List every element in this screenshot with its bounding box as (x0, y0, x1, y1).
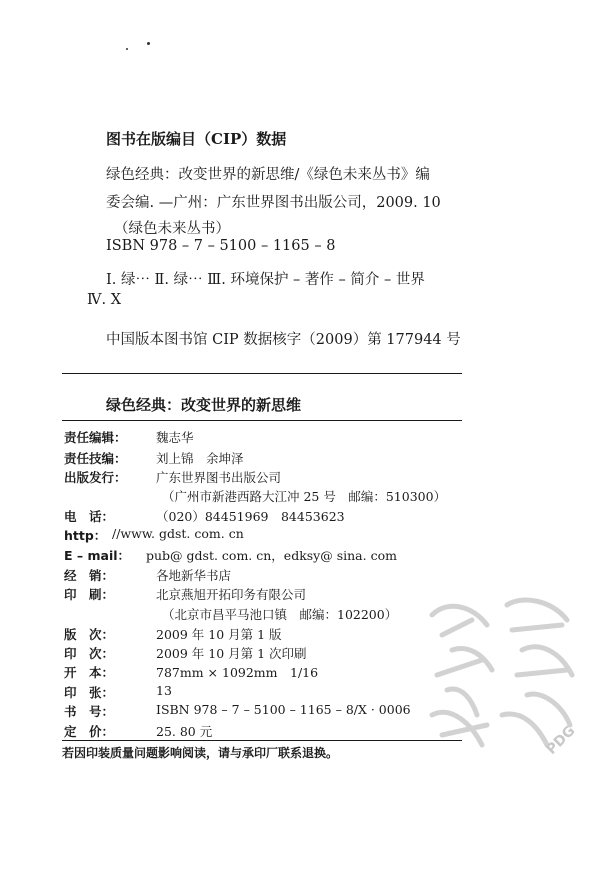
detail-value: 各地新华书店 (156, 568, 232, 583)
book-title: 绿色经典：改变世界的新思维 (106, 396, 302, 414)
cip-line: 绿色经典：改变世界的新思维/《绿色未来丛书》编 (106, 167, 430, 183)
detail-label: 印 刷： (64, 587, 115, 602)
watermark-text: PDG (543, 722, 579, 758)
detail-value: （020）84451969 84453623 (156, 509, 345, 524)
detail-value: （广州市新港西路大江冲 25 号 邮编：510300） (162, 489, 447, 504)
detail-value: 广东世界图书出版公司 (156, 470, 282, 485)
cip-line: ISBN 978 – 7 – 5100 – 1165 – 8 (106, 238, 336, 254)
divider-bottom (62, 740, 462, 741)
scan-speck (126, 48, 128, 50)
detail-label: 责任编辑： (64, 430, 127, 445)
detail-value: 13 (156, 683, 172, 698)
detail-label: 书 号： (64, 704, 115, 719)
detail-value: //www. gdst. com. cn (112, 526, 244, 541)
cip-line: Ⅳ. X (87, 292, 122, 308)
detail-label: http： (64, 528, 107, 543)
divider-top (62, 373, 462, 374)
detail-value: ISBN 978 – 7 – 5100 – 1165 – 8/X · 0006 (156, 702, 411, 717)
detail-value: （北京市昌平马池口镇 邮编：102200） (162, 607, 398, 622)
detail-value: 25. 80 元 (156, 724, 213, 739)
detail-value: 787mm × 1092mm 1/16 (156, 665, 319, 680)
detail-label: 印 次： (64, 646, 115, 661)
detail-value: 2009 年 10 月第 1 版 (156, 627, 282, 642)
divider-under-title (62, 420, 462, 421)
detail-value: pub@ gdst. com. cn，edksy@ sina. com (146, 548, 397, 563)
cip-line: 中国版本图书馆 CIP 数据核字（2009）第 177944 号 (106, 332, 461, 348)
detail-value: 2009 年 10 月第 1 次印刷 (156, 646, 307, 661)
footer-note: 若因印装质量问题影响阅读，请与承印厂联系退换。 (62, 746, 339, 760)
detail-label: 版 次： (64, 627, 115, 642)
detail-value: 刘上锦 余坤泽 (156, 451, 244, 466)
scan-speck (147, 42, 150, 45)
detail-value: 魏志华 (156, 430, 194, 445)
detail-value: 北京燕旭开拓印务有限公司 (156, 587, 307, 602)
detail-label: E – mail： (64, 548, 131, 563)
detail-label: 经 销： (64, 568, 115, 583)
cip-line: Ⅰ. 绿⋯ Ⅱ. 绿⋯ Ⅲ. 环境保护 – 著作 – 简介 – 世界 (106, 272, 425, 288)
detail-label: 电 话： (64, 509, 115, 524)
cip-heading: 图书在版编目（CIP）数据 (106, 130, 287, 148)
detail-label: 定 价： (64, 724, 115, 739)
detail-label: 印 张： (64, 685, 115, 700)
detail-label: 出版发行： (64, 470, 127, 485)
detail-label: 开 本： (64, 665, 115, 680)
cip-line: （绿色未来丛书） (114, 221, 230, 237)
pdg-watermark-seal (412, 575, 590, 765)
detail-label: 责任技编： (64, 451, 127, 466)
cip-line: 委会编. —广州：广东世界图书出版公司，2009. 10 (106, 195, 441, 211)
